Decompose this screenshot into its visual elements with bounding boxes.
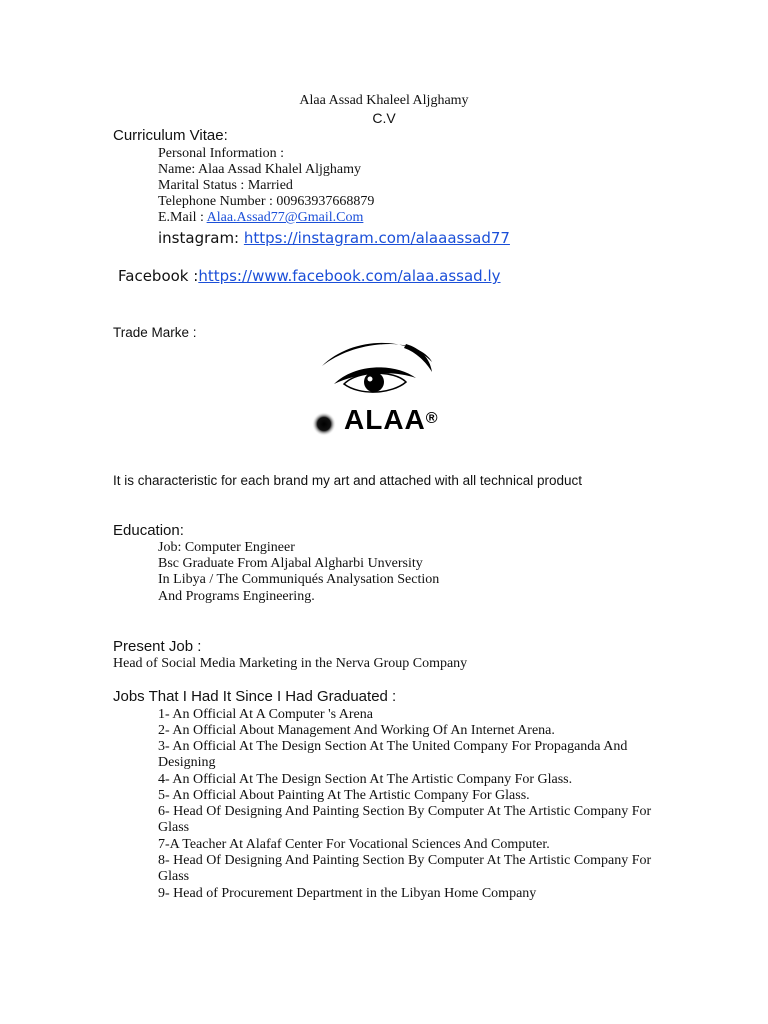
present-job-heading: Present Job :: [113, 638, 202, 655]
cv-owner-name: Alaa Assad Khaleel Aljghamy: [299, 93, 469, 108]
trademark-description: It is characteristic for each brand my art and attached with all technical product: [113, 473, 582, 488]
education-heading: Education:: [113, 522, 184, 539]
alaa-logo: [310, 338, 460, 443]
education-line: Bsc Graduate From Aljabal Algharbi Unversity: [158, 556, 423, 571]
job-item: 7-A Teacher At Alafaf Center For Vocational Sciences And Computer.: [158, 837, 550, 852]
instagram-label: instagram:: [158, 229, 244, 247]
email-line: [158, 210, 363, 226]
jobs-heading: Jobs That I Had It Since I Had Graduated :: [113, 688, 397, 705]
job-item: 3- An Official At The Design Section At The United Company For Propaganda And Designing: [158, 739, 628, 770]
telephone-line: Telephone Number : 00963937668879: [158, 194, 375, 209]
email-link[interactable]: Alaa.Assad77@Gmail.Com: [206, 210, 364, 225]
education-line: And Programs Engineering.: [158, 589, 315, 604]
education-line: In Libya / The Communiqués Analysation Section: [158, 572, 440, 587]
curriculum-title: Curriculum Vitae:: [113, 127, 228, 144]
logo-text: [344, 404, 439, 436]
job-item: 5- An Official About Painting At The Artistic Company For Glass.: [158, 788, 530, 803]
facebook-link[interactable]: https://www.facebook.com/alaa.assad.ly: [198, 267, 501, 285]
education-line: Job: Computer Engineer: [158, 540, 295, 555]
facebook-line: [118, 267, 501, 285]
name-line: Name: Alaa Assad Khalel Aljghamy: [158, 162, 361, 177]
registered-mark: ®: [425, 410, 439, 427]
personal-heading: Personal Information :: [158, 146, 284, 161]
trade-mark-label: Trade Marke :: [113, 325, 197, 340]
job-item: 2- An Official About Management And Working Of An Internet Arena.: [158, 723, 555, 738]
job-item: 8- Head Of Designing And Painting Section By Computer At The Artistic Company For Glass: [158, 853, 652, 884]
facebook-label: Facebook :: [118, 267, 199, 285]
cv-label: C.V: [372, 110, 396, 126]
email-label: E.Mail :: [158, 210, 207, 225]
marital-status-line: Marital Status : Married: [158, 178, 293, 193]
logo-wordmark: ALAA: [344, 404, 426, 435]
job-item: 6- Head Of Designing And Painting Section By Computer At The Artistic Company For Glass: [158, 804, 652, 835]
instagram-link[interactable]: https://instagram.com/alaaassad77: [243, 229, 510, 247]
instagram-line: [158, 229, 510, 247]
job-item: 4- An Official At The Design Section At The Artistic Company For Glass.: [158, 772, 573, 787]
job-item: 1- An Official At A Computer 's Arena: [158, 707, 373, 722]
present-job-text: Head of Social Media Marketing in the Nerva Group Company: [113, 656, 468, 671]
job-item: 9- Head of Procurement Department in the Libyan Home Company: [158, 886, 537, 901]
